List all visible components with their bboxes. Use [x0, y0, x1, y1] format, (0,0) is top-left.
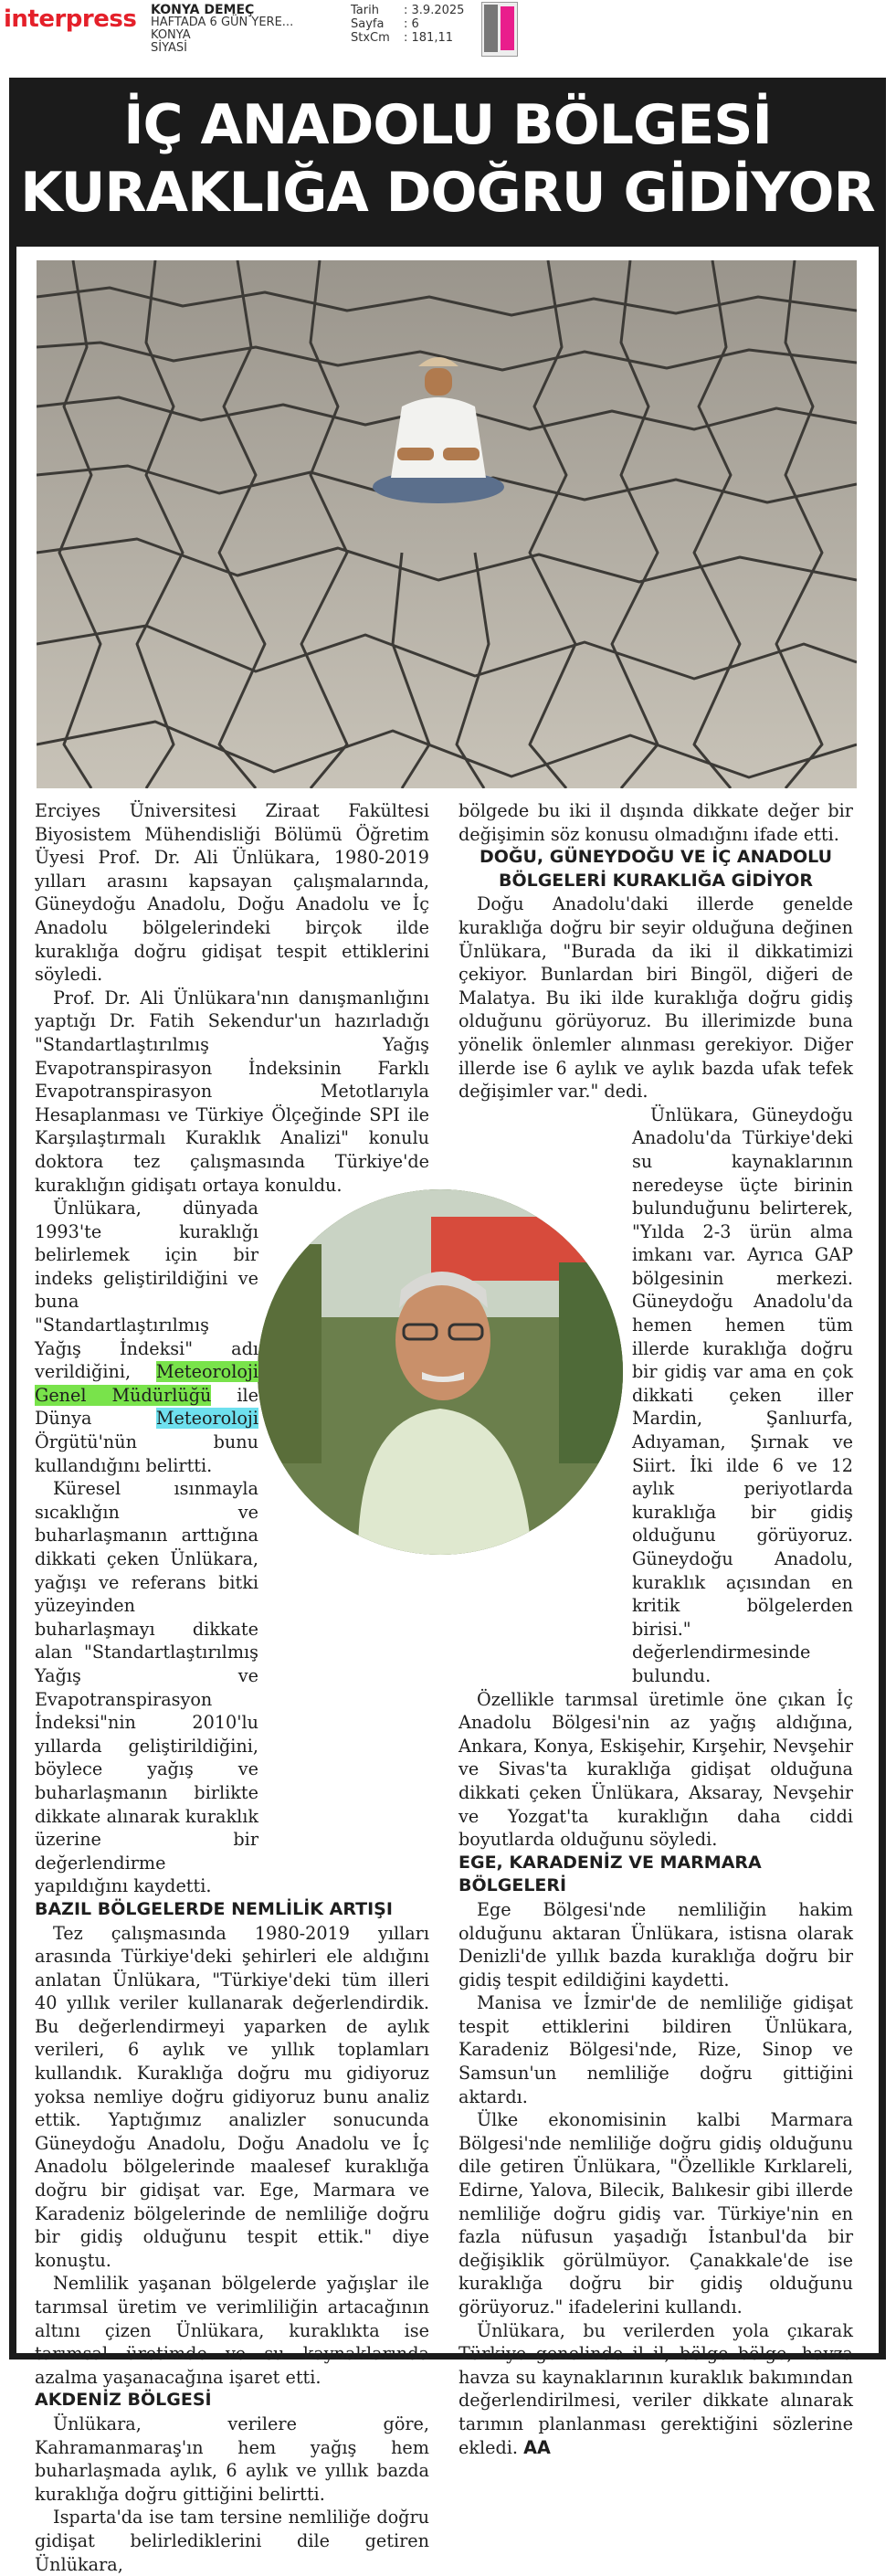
- subheading: EGE, KARADENİZ VE MARMARA BÖLGELERİ: [459, 1852, 762, 1896]
- clipping-header: [0, 0, 896, 57]
- paragraph: Ege Bölgesi'nde nemliliğin hakim olduğunu aktaran Ünlükara, istisna olarak Denizli'de yıllık bazda kuraklığa doğru bir gidiş tespit edildiğini kaydetti.: [459, 1898, 853, 1990]
- headline-line-2: KURAKLIĞA DOĞRU GİDİYOR: [20, 161, 875, 225]
- highlight-meteoroloji-genel: Meteoroloji Genel Müdürlüğü: [35, 1361, 258, 1406]
- left-column: [35, 799, 429, 2576]
- paragraph: Doğu Anadolu'daki illerde genelde kuraklığa doğru bir seyir olduğuna değinen Ünlükara, "Burada da iki il dikkatimizi çekiyor. Bunlardan biri Bingöl, diğeri de Malatya. Bu iki ilde kuraklığa doğru gidiş olduğunu görüyoruz. Bu illerimizde buna yönelik önlemler alınması gerekiyor. Diğer illerde ise 6 aylık ve aylık bazda ufak tefek değişimler var." dedi.: [459, 893, 853, 1103]
- paragraph: Erciyes Üniversitesi Ziraat Fakültesi Biyosistem Mühendisliği Bölümü Öğretim Üyesi Prof. Dr. Ali Ünlükara, 1980-2019 yılları arasını kapsayan çalışmalarında, Güneydoğu Anadolu, Doğu Anadolu ve İç Anadolu bölgelerindeki birçok ilde kuraklığa doğru gidişat tespit ettiklerini söyledi.: [35, 800, 429, 986]
- date-value: 3.9.2025: [411, 4, 465, 17]
- interpress-logo: interpress: [4, 5, 137, 33]
- publication-city: KONYA: [151, 28, 191, 42]
- publication-info: [151, 4, 293, 55]
- headline-line-1: İÇ ANADOLU BÖLGESİ: [123, 93, 772, 157]
- headline: [9, 78, 886, 242]
- paragraph: [459, 2319, 853, 2460]
- subheading: BAZIL BÖLGELERDE NEMLİLİK ARTIŞI: [35, 1898, 393, 1919]
- publication-category: SİYASİ: [151, 41, 187, 55]
- paragraph: Isparta'da ise tam tersine nemliliğe doğru gidişat belirlediklerini dile getiren Ünlükara,: [35, 2507, 429, 2575]
- clipping-meta: Tarih : 3.9.2025 Sayfa : 6 StxCm : 181,11: [351, 4, 465, 45]
- stxcm-label: StxCm: [351, 31, 390, 45]
- date-label: Tarih: [351, 4, 379, 17]
- paragraph: Küresel ısınmayla sıcaklığın ve buharlaşmanın arttığına dikkati çeken Ünlükara, yağışı ve referans bitki yüzeyinden buharlaşmayı dikkate alan "Standartlaştırılmış Yağış ve Evapotranspirasyon İndeksi"nin 2010'lu yıllarda geliştirildiğini, böylece yağış ve buharlaşmanın birlikte dikkate alınarak kuraklık üzerine bir değerlendirme yapıldığını kaydetti.: [35, 1478, 258, 1897]
- paragraph: Prof. Dr. Ali Ünlükara'nın danışmanlığını yaptığı Dr. Fatih Sekendur'un hazırladığı "Standartlaştırılmış Yağış Evapotranspirasyon İndeksinin Farklı Evapotranspirasyon Metotlarıyla Hesaplanması ve Türkiye Ölçeğinde SPI ile Karşılaştırmalı Kuraklık Analizi" konulu doktora tez çalışmasında Türkiye'de kuraklığın gidişatı ortaya konuldu.: [35, 987, 429, 1196]
- agency-signature: AA: [523, 2436, 551, 2458]
- paragraph: Ünlükara, verilere göre, Kahramanmaraş'ın hem yağış hem buharlaşmada aylık, 6 aylık ve yıllık bazda kuraklığa doğru gittiğini belirtti.: [35, 2412, 429, 2505]
- paragraph-text: Örgütü'nün bunu kullandığını belirtti.: [35, 1431, 258, 1476]
- paragraph-text: Ünlükara, bu verilerden yola çıkarak Türkiye genelinde il il, bölge bölge, havza havza su kaynaklarının kuraklık bakımından değerlendirilmesi, veriler dikkate alınarak tarımın planlanması gerektiğini sözlerine ekledi.: [459, 2319, 853, 2458]
- page-thumbnail[interactable]: [481, 2, 518, 57]
- right-column: [459, 799, 853, 2459]
- paragraph: Nemlilik yaşanan bölgelerde yağışlar ile tarımsal üretim ve verimliliğin artacağının altını çizen Ünlükara, kuraklıkta ise tarımsal üretimde ve su kaynaklarında azalma yaşanacağına işaret etti.: [35, 2273, 429, 2388]
- subheading: AKDENİZ BÖLGESİ: [35, 2390, 212, 2411]
- paragraph: Tez çalışmasında 1980-2019 yılları arasında Türkiye'deki şehirleri ele aldığını anlatan Ünlükara, "Türkiye'deki tüm illeri 40 yıllık veriler kullanarak değerlendirdik. Bu değerlendirmeyi yaparken de aylık verileri, 6 aylık ve yıllık toplamları kullandık. Kuraklığa doğru mu gidiyoruz yoksa nemliye doğru gidiyoruz bunu analiz ettik. Yaptığımız analizler sonucunda Güneydoğu Anadolu, Doğu Anadolu ve İç Anadolu bölgelerinde maalesef kuraklığa doğru bir gidişat var. Ege, Marmara ve Karadeniz bölgelerinde de nemliliğe doğru bir gidiş olduğunu tespit ettik." diye konuştu.: [35, 1922, 429, 2271]
- paragraph-text: Ünlükara, dünyada 1993'te kuraklığı belirlemek için bir indeks geliştirildiğini ve buna "Standartlaştırılmış Yağış İndeksi" adı verildiğini,: [35, 1198, 258, 1383]
- highlight-meteoroloji: Meteoroloji: [155, 1408, 258, 1430]
- stxcm-value: 181,11: [411, 31, 454, 45]
- page-label: Sayfa: [351, 17, 385, 31]
- paragraph: Manisa ve İzmir'de de nemliliğe gidişat tespit ettiklerini bildiren Ünlükara, Karadeniz Bölgesi'nde, Rize, Sinop ve Samsun'un nemliliğe doğru gittiğini aktardı.: [459, 1992, 853, 2107]
- publication-frequency: HAFTADA 6 GÜN YERE...: [151, 16, 294, 29]
- paragraph: [35, 1197, 258, 1477]
- paragraph-text: ile Dünya: [35, 1384, 258, 1430]
- publication-name: KONYA DEMEÇ: [151, 3, 255, 17]
- paragraph: Ülke ekonomisinin kalbi Marmara Bölgesi'nde nemliliğe doğru gidiş olduğunu dile getiren Ünlükara, "Özellikle Kırklareli, Edirne, Yalova, Bilecik, Balıkesir gibi illerde nemliliğe doğru gidiş var. Türkiye'nin en fazla nüfusun yaşadığı İstanbul'da bir değişiklik görülmüyor. Çanakkale'de ise kuraklığa doğru bir gidiş olduğunu görüyoruz." ifadelerini kullandı.: [459, 2109, 853, 2317]
- paragraph: Özellikle tarımsal üretimle öne çıkan İç Anadolu Bölgesi'nin az yağış aldığına, Ankara, Konya, Eskişehir, Kırşehir, Nevşehir ve Sivas'ta kuraklığa gidişat olduğuna dikkati çeken Ünlükara, Aksaray, Nevşehir ve Yozgat'ta kuraklığın daha ciddi boyutlarda olduğunu söyledi.: [459, 1688, 853, 1851]
- paragraph: Ünlükara, Güneydoğu Anadolu'da Türkiye'deki su kaynaklarının neredeyse üçte birinin bulunduğunu belirterek, "Yılda 2-3 ürün alma imkanı var. Ayrıca GAP bölgesinin merkezi. Güneydoğu Anadolu'da hemen hemen tüm illerde kuraklığa doğru bir gidiş var ama en çok dikkati çeken iller Mardin, Şanlıurfa, Adıyaman, Şırnak ve Siirt. İki ilde 6 ve 12 aylık periyotlarda kuraklığa bir gidiş olduğunu görüyoruz. Güneydoğu Anadolu, kuraklık açısından en kritik bölgelerden birisi." değerlendirmesinde bulundu.: [632, 1103, 853, 1686]
- subheading: DOĞU, GÜNEYDOĞU VE İÇ ANADOLU BÖLGELERİ KURAKLIĞA GİDİYOR: [479, 847, 833, 891]
- page-value: 6: [411, 17, 419, 31]
- drought-photo: [37, 260, 857, 788]
- paragraph: bölgede bu iki il dışında dikkate değer bir değişimin söz konusu olmadığını ifade etti.: [459, 800, 853, 845]
